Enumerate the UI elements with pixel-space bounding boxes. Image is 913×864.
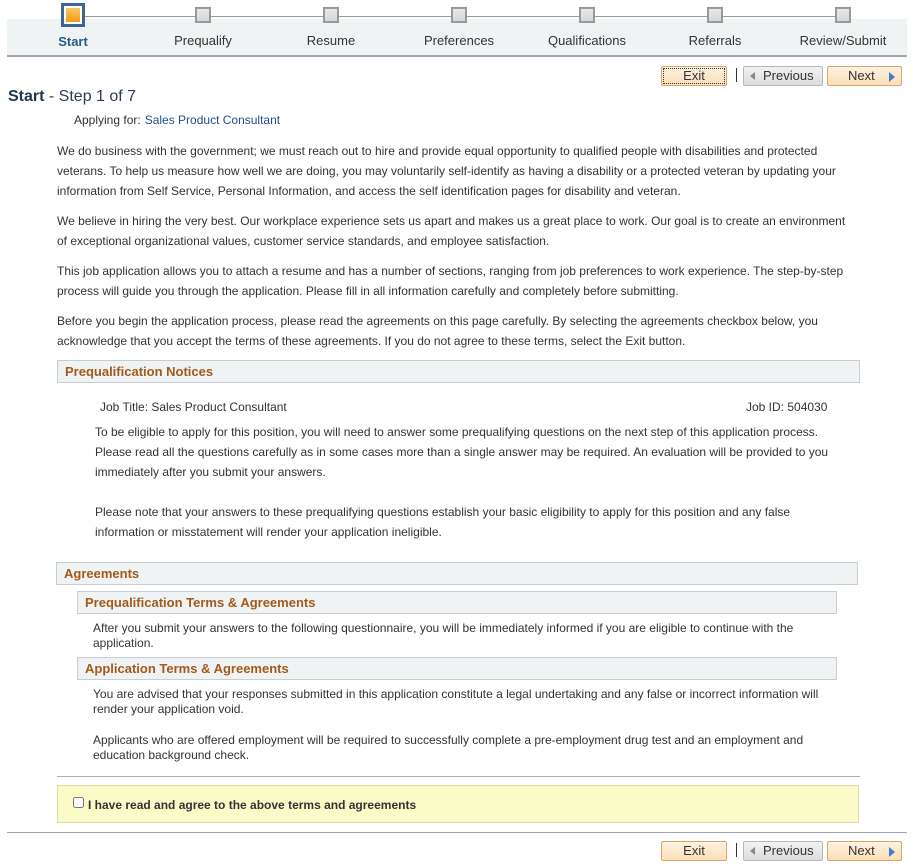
step-pending-icon [707, 7, 723, 23]
step-review-submit[interactable] [778, 0, 908, 48]
job-id: Job ID: 504030 [746, 400, 828, 414]
application-terms-header: Application Terms & Agreements [77, 657, 837, 680]
step-label: Start [58, 34, 88, 49]
footer-divider [7, 832, 907, 833]
prequal-notice-paragraph-1: To be eligible to apply for this position, you will need to answer some prequalifying questions on the next step of this application process. Please read all the questions carefully as in some cases more than a single answer may be required. An evaluation will be provided to you immediately after you submit your answers. [95, 425, 829, 479]
prequalification-terms-text: After you submit your answers to the following questionnaire, you will be immediately informed if you are eligible to continue with the application. [93, 621, 794, 650]
step-referrals[interactable] [650, 0, 780, 48]
step-label: Referrals [688, 33, 742, 48]
arrow-left-icon [750, 847, 755, 855]
step-label: Preferences [423, 33, 495, 48]
intro-paragraph-4: Before you begin the application process, please read the agreements on this page carefully. By selecting the agreements checkbox below, you acknowledge that you accept the terms of these agreements. If you do not agree to these terms, select the Exit button. [57, 314, 818, 348]
agree-checkbox-label[interactable]: I have read and agree to the above terms and agreements [88, 798, 417, 812]
arrow-left-icon [750, 72, 755, 80]
exit-button[interactable] [661, 66, 727, 86]
exit-button-bottom[interactable] [661, 841, 727, 861]
page-title-step-name: Start [8, 88, 45, 105]
step-label: Qualifications [547, 33, 627, 48]
intro-paragraph-2: We believe in hiring the very best. Our workplace experience sets us apart and makes us a great place to work. Our goal is to create an environment of exceptional organizational values, customer service standards, and employee satisfaction. [57, 214, 846, 248]
bottom-button-bar [660, 841, 903, 863]
step-pending-icon [451, 7, 467, 23]
previous-button-label: Previous [763, 68, 814, 83]
agreement-checkbox-panel [57, 785, 859, 823]
button-separator [736, 843, 737, 857]
arrow-right-icon [889, 72, 895, 82]
job-title: Job Title: Sales Product Consultant [100, 400, 287, 414]
step-pending-icon [195, 7, 211, 23]
next-button[interactable] [827, 66, 902, 86]
step-pending-icon [323, 7, 339, 23]
step-start[interactable] [8, 0, 138, 49]
step-label: Resume [306, 33, 356, 48]
applying-for [74, 113, 280, 127]
page-title-step-count: - Step 1 of 7 [44, 88, 137, 105]
intro-paragraph-1: We do business with the government; we must reach out to hire and provide equal opportunity to qualified people with disabilities and protected veterans. To help us measure how well we are doing, you may voluntarily self-identify as having a disability or a protected veteran by updating your information from Self Service, Personal Information, and access the self identification pages for disability and veteran. [57, 144, 836, 198]
agree-checkbox[interactable] [73, 797, 84, 808]
prequal-notice-paragraph-2: Please note that your answers to these prequalifying questions establish your basic eligibility to apply for this position and any false information or misstatement will render your application ineligible. [95, 505, 791, 539]
applying-for-label: Applying for: [74, 113, 141, 127]
application-terms-paragraph-1: You are advised that your responses submitted in this application constitute a legal undertaking and any false or incorrect information will render your application void. [93, 687, 819, 716]
next-button-bottom[interactable] [827, 841, 902, 861]
agreements-header: Agreements [56, 562, 858, 585]
step-current-icon [61, 3, 85, 27]
prequalification-notices-header: Prequalification Notices [57, 360, 860, 383]
step-label: Prequalify [174, 33, 232, 48]
step-pending-icon [835, 7, 851, 23]
intro-paragraph-3: This job application allows you to attach a resume and has a number of sections, ranging from job preferences to work experience. The step-by-step process will guide you through the application. Please fill in all information carefully and completely before submitting. [57, 264, 844, 298]
step-navigator [7, 0, 907, 58]
step-qualifications[interactable] [522, 0, 652, 48]
exit-button-label: Exit [683, 843, 705, 858]
step-prequalify[interactable] [138, 0, 268, 48]
exit-button-label: Exit [683, 68, 705, 83]
arrow-right-icon [889, 847, 895, 857]
divider [57, 776, 860, 777]
previous-button-label: Previous [763, 843, 814, 858]
step-resume[interactable] [266, 0, 396, 48]
next-button-label: Next [848, 68, 875, 83]
page-title [8, 88, 136, 106]
step-label: Review/Submit [799, 33, 887, 48]
prequalification-terms-header: Prequalification Terms & Agreements [77, 591, 837, 614]
application-terms-paragraph-2: Applicants who are offered employment will be required to successfully complete a pre-employment drug test and an employment and education background check. [93, 733, 804, 762]
step-preferences[interactable] [394, 0, 524, 48]
next-button-label: Next [848, 843, 875, 858]
previous-button[interactable] [743, 66, 823, 86]
applying-for-job: Sales Product Consultant [144, 113, 281, 127]
top-button-bar [660, 66, 903, 88]
button-separator [736, 68, 737, 82]
step-pending-icon [579, 7, 595, 23]
previous-button-bottom[interactable] [743, 841, 823, 861]
